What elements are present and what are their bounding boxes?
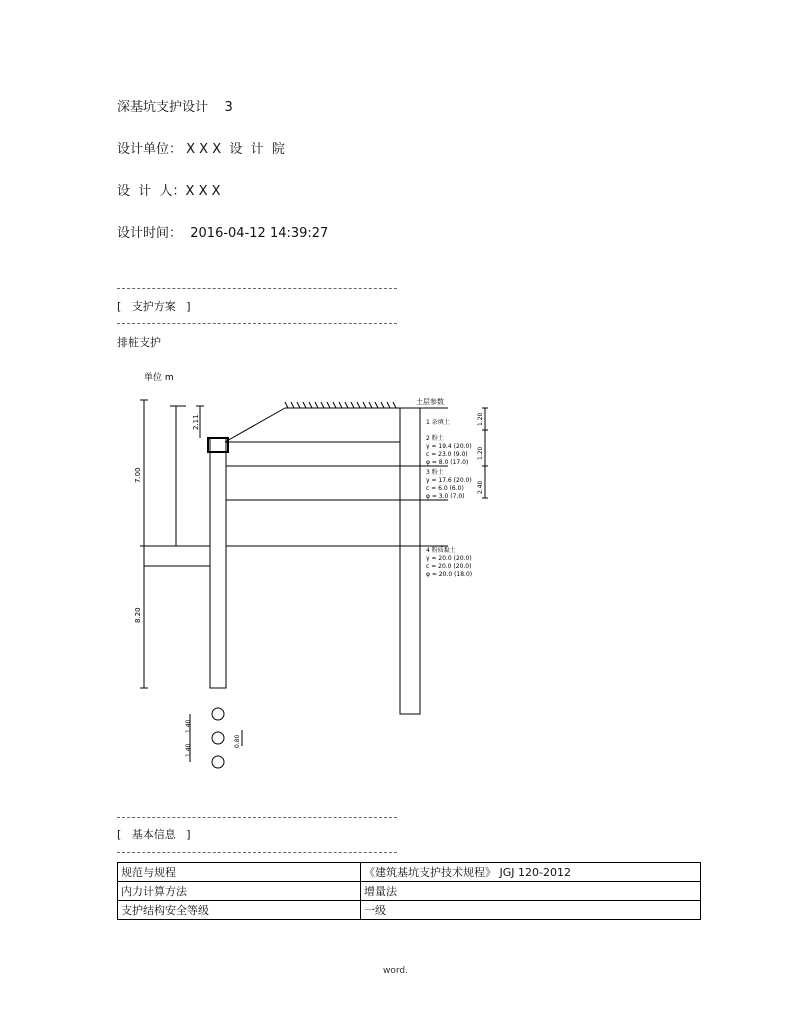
design-unit-line: 设计单位： X X X 设 计 院 (117, 142, 285, 157)
row-value: 《建筑基坑支护技术规程》 JGJ 120-2012 (361, 863, 701, 882)
table-row (118, 882, 701, 901)
top-dim-label: 2.11 (192, 414, 200, 430)
layer4-line: φ = 20.0 (18.0) (426, 571, 473, 578)
divider (117, 288, 397, 289)
row-value: 增量法 (361, 882, 701, 901)
divider (117, 323, 397, 324)
layer2-line: c = 23.0 (9.0) (426, 451, 468, 458)
layer1-label: 1 杂填土 (426, 419, 450, 426)
scheme-type: 排桩支护 (117, 336, 161, 349)
divider (117, 817, 397, 818)
layer3-line: γ = 17.6 (20.0) (426, 477, 472, 484)
layer-thickness-2: 1.20 (477, 446, 484, 460)
layer2-line: φ = 8.0 (17.0) (426, 459, 469, 466)
row-label: 内力计算方法 (118, 882, 361, 901)
document-title: 深基坑支护设计 3 (117, 100, 233, 115)
layer3-line: c = 6.0 (6.0) (426, 485, 464, 492)
layer3-line: φ = 3.0 (7.0) (426, 493, 465, 500)
layer4-line: 4 粉质黏土 (426, 547, 456, 554)
unit-label: 单位 m (144, 373, 174, 383)
pile-spacing-2: 1.40 (185, 743, 192, 757)
row-label: 支护结构安全等级 (118, 901, 361, 920)
layer4-line: γ = 20.0 (20.0) (426, 555, 472, 562)
pile-spacing-1: 1.40 (185, 719, 192, 733)
layer-thickness-1: 1.20 (477, 412, 484, 426)
surcharge-label: 土层参数 (416, 398, 444, 406)
layer2-line: γ = 19.4 (20.0) (426, 443, 472, 450)
table-row (118, 901, 701, 920)
scheme-section-title: [ 支护方案 ] (117, 300, 191, 313)
basic-section-title: [ 基本信息 ] (117, 828, 191, 841)
page-footer: word. (383, 966, 408, 976)
row-value: 一级 (361, 901, 701, 920)
depth-total-label: 7.00 (134, 467, 142, 483)
table-row (118, 863, 701, 882)
pile-diameter: 0.80 (234, 734, 241, 748)
layer4-line: c = 20.0 (20.0) (426, 563, 472, 570)
excavation-section-diagram (130, 368, 500, 778)
divider (117, 852, 397, 853)
row-label: 规范与规程 (118, 863, 361, 882)
depth-embed-label: 8.20 (134, 607, 142, 623)
layer3-line: 3 粉土 (426, 469, 444, 476)
design-time-line: 设计时间： 2016-04-12 14:39:27 (117, 226, 329, 241)
layer-thickness-3: 2.40 (477, 480, 484, 494)
basic-info-table (117, 862, 701, 920)
layer2-line: 2 粉土 (426, 435, 444, 442)
designer-line: 设 计 人：X X X (117, 184, 221, 199)
